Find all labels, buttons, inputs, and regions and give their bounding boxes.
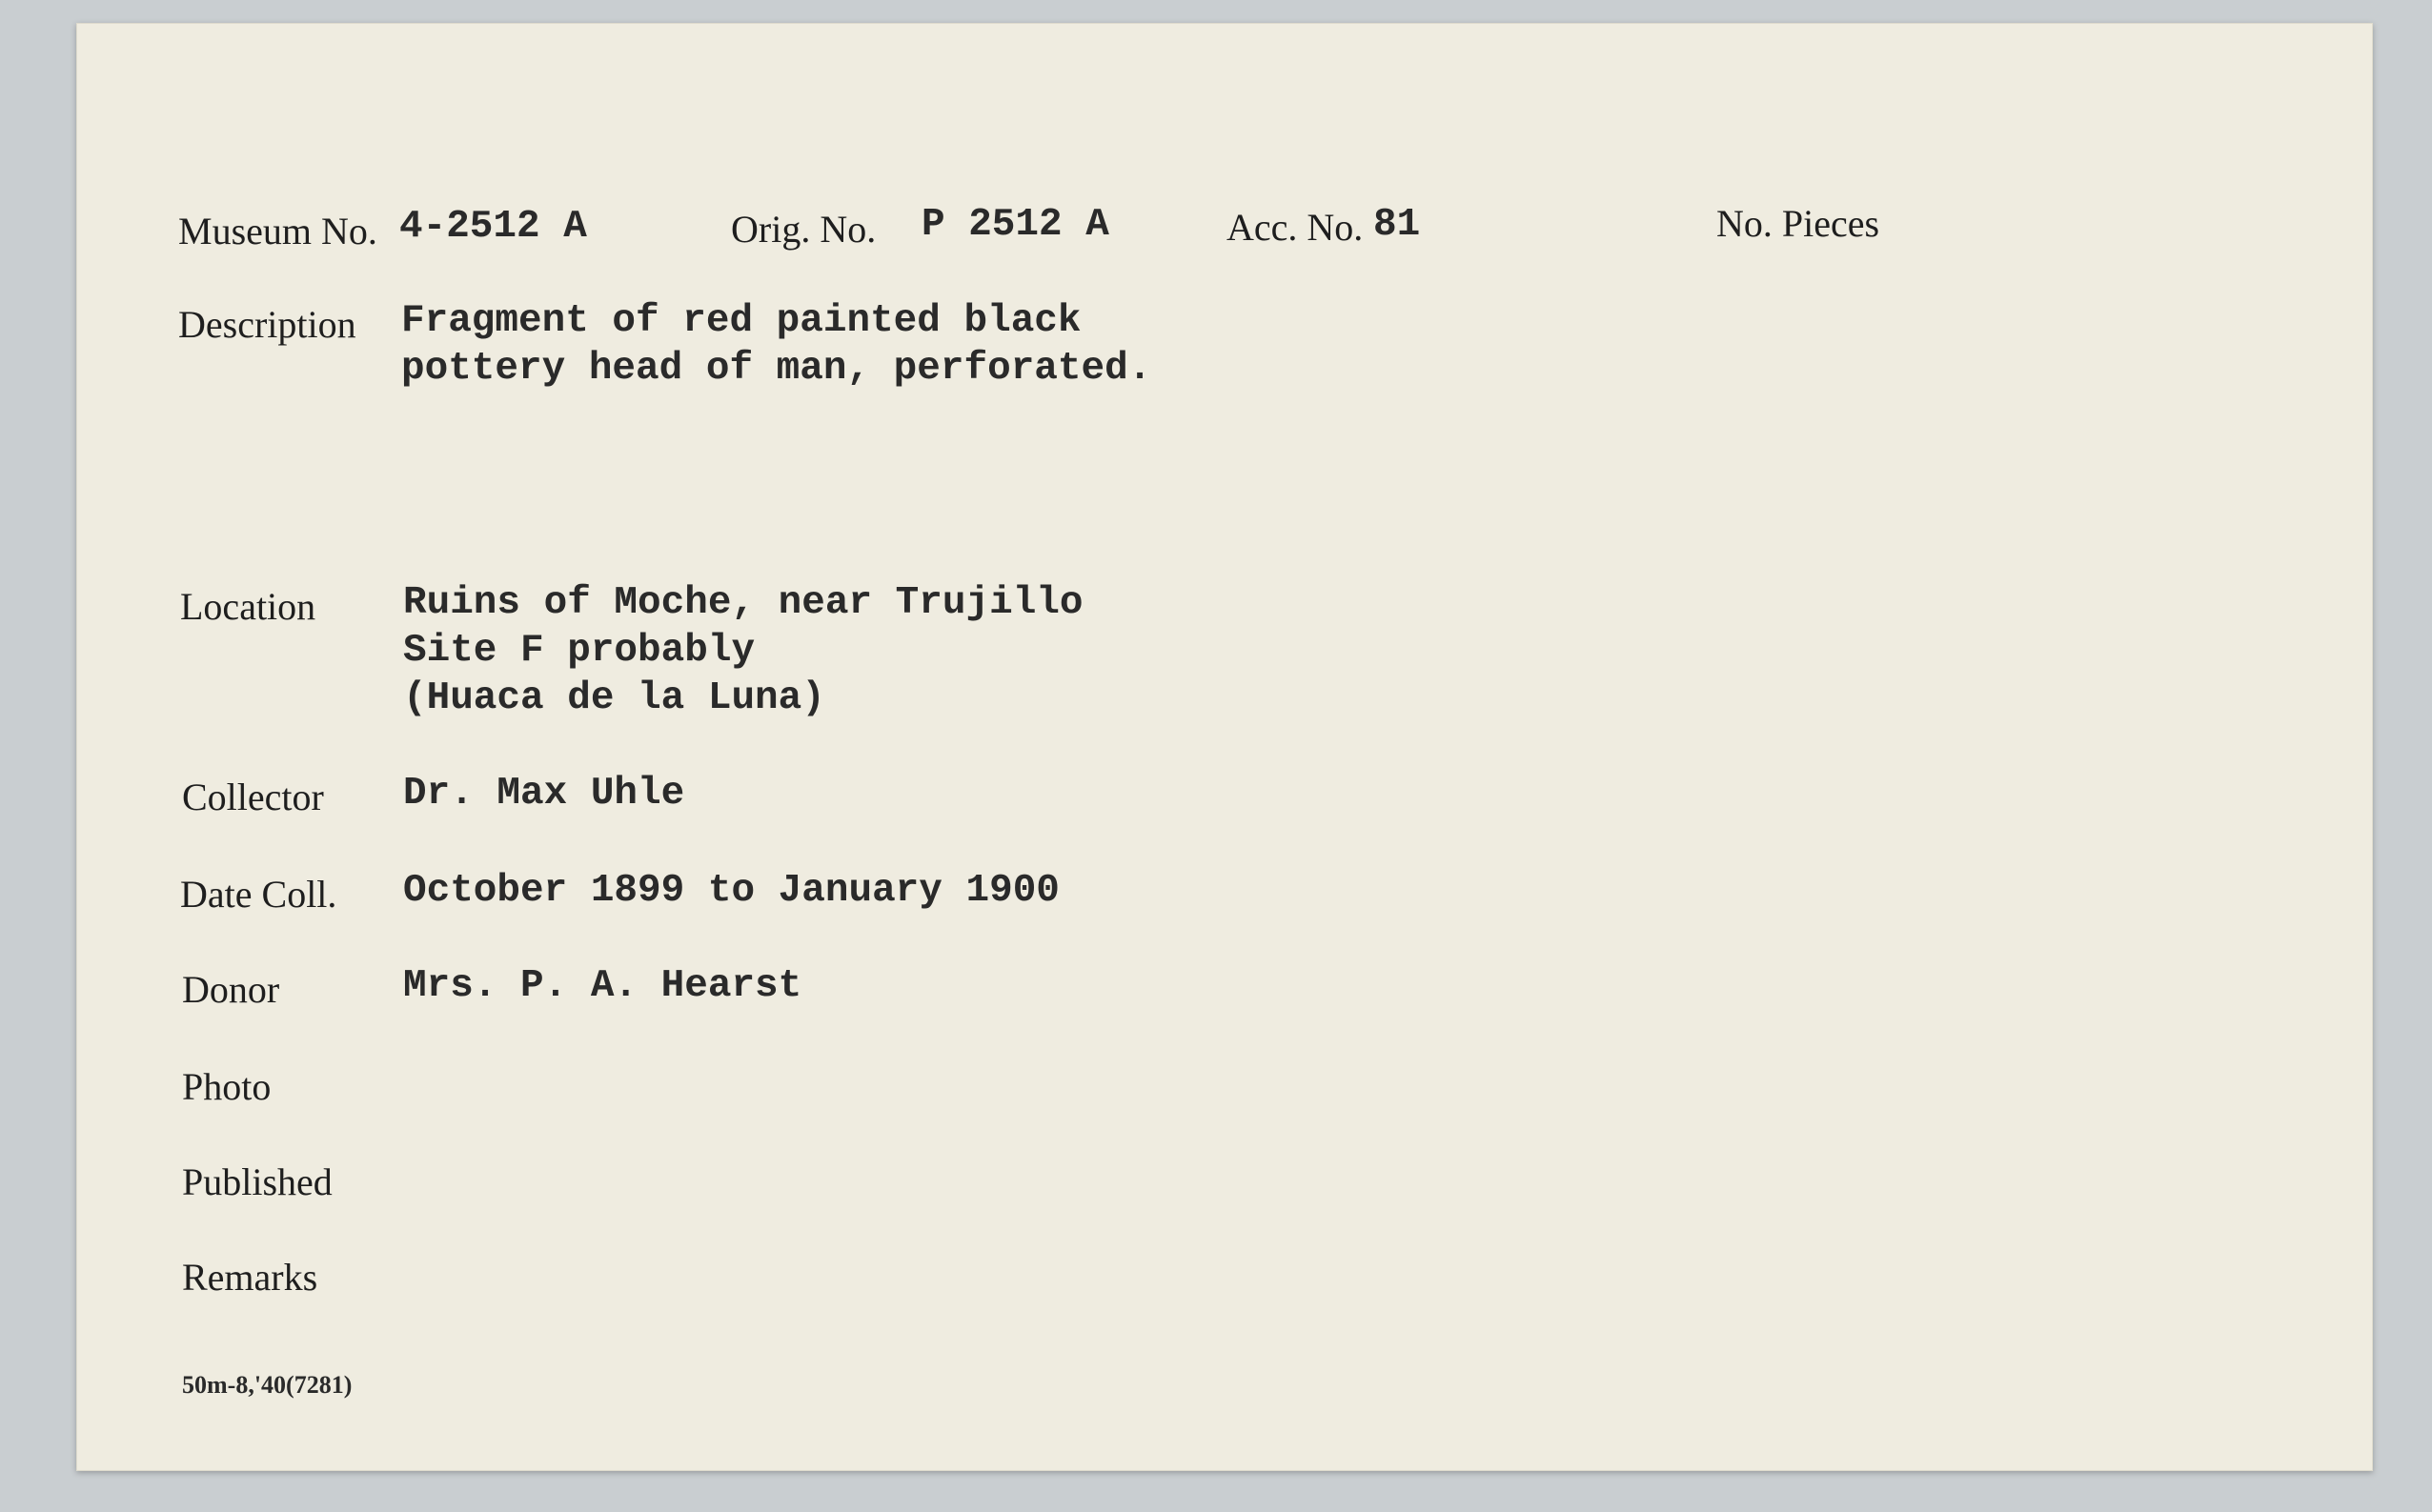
remarks-label: Remarks (182, 1256, 318, 1299)
location-line-3: (Huaca de la Luna) (403, 676, 825, 720)
location-line-2: Site F probably (403, 629, 756, 673)
description-line-1: Fragment of red painted black (401, 299, 1082, 343)
photo-label: Photo (182, 1065, 272, 1108)
published-label: Published (182, 1160, 333, 1203)
donor-label: Donor (182, 968, 280, 1011)
catalog-card (76, 23, 2373, 1471)
donor-value: Mrs. P. A. Hearst (403, 964, 802, 1008)
description-label: Description (178, 303, 356, 346)
date-coll-label: Date Coll. (180, 873, 337, 916)
description-line-2: pottery head of man, perforated. (401, 347, 1152, 391)
orig-no-value: P 2512 A (922, 203, 1109, 247)
acc-no-label: Acc. No. (1226, 206, 1364, 249)
location-label: Location (180, 585, 316, 628)
orig-no-label: Orig. No. (731, 208, 877, 251)
acc-no-value: 81 (1373, 203, 1421, 247)
print-code: 50m-8,'40(7281) (182, 1371, 353, 1399)
collector-value: Dr. Max Uhle (403, 772, 685, 816)
museum-no-value: 4-2512 A (399, 205, 587, 249)
location-line-1: Ruins of Moche, near Trujillo (403, 581, 1084, 625)
no-pieces-label: No. Pieces (1716, 202, 1880, 245)
date-coll-value: October 1899 to January 1900 (403, 869, 1060, 913)
museum-no-label: Museum No. (178, 210, 377, 252)
collector-label: Collector (182, 776, 324, 818)
